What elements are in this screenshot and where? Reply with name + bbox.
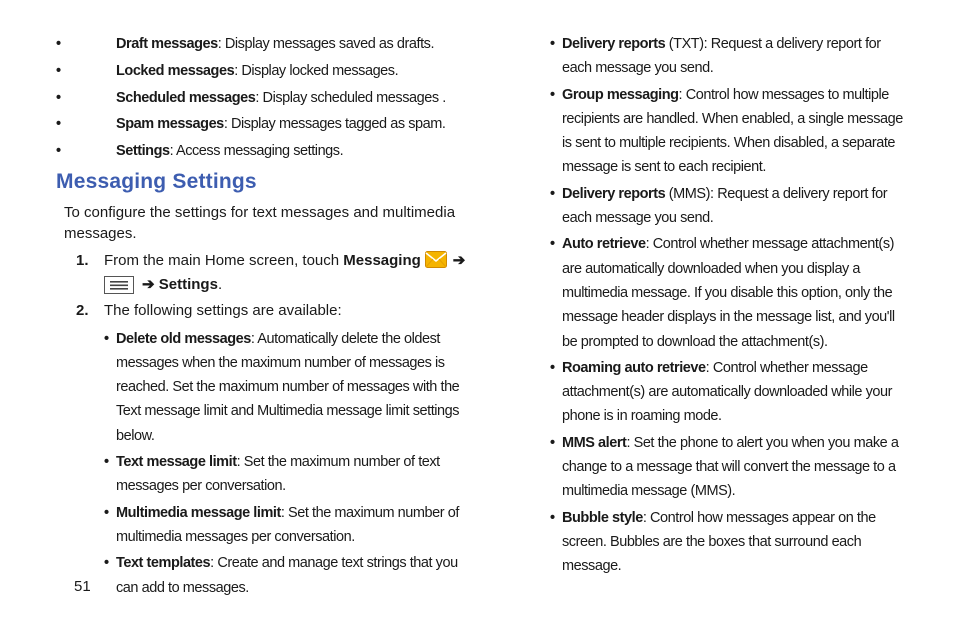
bullet-term: Delivery reports: [562, 185, 666, 202]
step-number: 2.: [76, 301, 89, 319]
messaging-label: Messaging: [343, 251, 421, 269]
settings-label: Settings: [158, 275, 218, 293]
step-number: 1.: [76, 251, 89, 269]
bullet-term: Scheduled messages: [116, 89, 256, 106]
bullet-text: : Set the maximum number of text messages per conversation.: [116, 454, 440, 495]
bullet-text: (MMS): Request a delivery report for each message you send.: [562, 185, 888, 227]
list-item: [56, 86, 466, 110]
bullet-text: : Display scheduled messages .: [255, 89, 446, 106]
list-item: [550, 506, 912, 579]
list-item: [550, 83, 912, 180]
section-heading: Messaging Settings: [56, 169, 257, 193]
list-item: [56, 32, 466, 56]
bullet-term: Group messaging: [562, 86, 679, 103]
list-item: [56, 139, 466, 163]
step-1: [56, 249, 466, 297]
arrow-icon: ➔: [452, 251, 466, 269]
bullet-term: Spam messages: [116, 116, 224, 133]
list-item: [56, 112, 466, 136]
bullet-text: : Control how messages to multiple recipients are handled. When enabled, a single message is sent to multiple recipients. When disabled, a separate message is sent to each recipient.: [562, 86, 903, 176]
left-column: [56, 32, 466, 602]
step-text: From the main Home screen, touch: [104, 251, 344, 269]
period: .: [217, 275, 223, 293]
settings-sub-list: [92, 327, 466, 600]
list-item: [550, 431, 912, 504]
bullet-term: Delete old messages: [116, 330, 251, 347]
bullet-term: Settings: [116, 143, 170, 160]
bullet-text: : Create and manage text strings that you can add to messages.: [116, 555, 458, 596]
list-item: [104, 327, 466, 448]
bullet-text: : Access messaging settings.: [169, 143, 344, 160]
bullet-text: : Control how messages appear on the screen. Bubbles are the boxes that surround each message.: [562, 509, 876, 575]
intro-paragraph: To configure the settings for text messages and multimedia messages.: [64, 203, 456, 243]
list-item: [550, 182, 912, 231]
list-item: [104, 551, 466, 600]
arrow-icon: ➔: [142, 275, 155, 293]
bullet-text: : Set the phone to alert you when you make a change to a message that will convert the message to a multimedia message (MMS).: [562, 434, 899, 500]
bullet-text: : Display messages tagged as spam.: [223, 116, 446, 133]
bullet-text: : Control whether message attachment(s) are automatically downloaded when you display a multimedia message. If you disable this option, only the message header displays in the message list, and you'll be prompted to download the attachment(s).: [562, 236, 895, 350]
bullet-term: Multimedia message limit: [116, 504, 281, 521]
list-item: [104, 450, 466, 499]
bullet-term: Locked messages: [116, 62, 235, 79]
list-item: [550, 32, 912, 81]
bullet-term: Auto retrieve: [562, 236, 646, 253]
right-column: [550, 32, 912, 581]
bullet-term: Text templates: [116, 555, 211, 572]
list-item: [550, 232, 912, 353]
list-item: [550, 356, 912, 429]
bullet-term: MMS alert: [562, 434, 627, 451]
menu-icon: [104, 276, 134, 294]
top-bullet-list: [56, 32, 466, 164]
steps-list: [56, 249, 466, 323]
bullet-text: : Automatically delete the oldest messages when the maximum number of messages is reached. Set the maximum number of messages with the Text message limit and Multimedia message limit settings below.: [116, 330, 460, 444]
list-item: [56, 59, 466, 83]
step-text: The following settings are available:: [104, 301, 342, 319]
list-item: [104, 501, 466, 550]
bullet-text: (TXT): Request a delivery report for each message you send.: [562, 36, 881, 77]
bullet-text: : Control whether message attachment(s) are automatically downloaded while your phone is in roaming mode.: [562, 359, 892, 425]
bullet-term: Text message limit: [116, 454, 237, 471]
step-2: [56, 299, 466, 323]
envelope-icon: [425, 251, 447, 268]
bullet-text: : Display messages saved as drafts.: [217, 36, 435, 52]
bullet-text: : Set the maximum number of multimedia messages per conversation.: [116, 504, 459, 545]
bullet-term: Bubble style: [562, 509, 643, 526]
bullet-term: Delivery reports: [562, 36, 666, 52]
right-bullet-list: [550, 32, 912, 579]
bullet-term: Roaming auto retrieve: [562, 359, 706, 376]
bullet-term: Draft messages: [116, 36, 218, 52]
bullet-text: : Display locked messages.: [234, 62, 399, 79]
page-number: 51: [74, 578, 91, 595]
